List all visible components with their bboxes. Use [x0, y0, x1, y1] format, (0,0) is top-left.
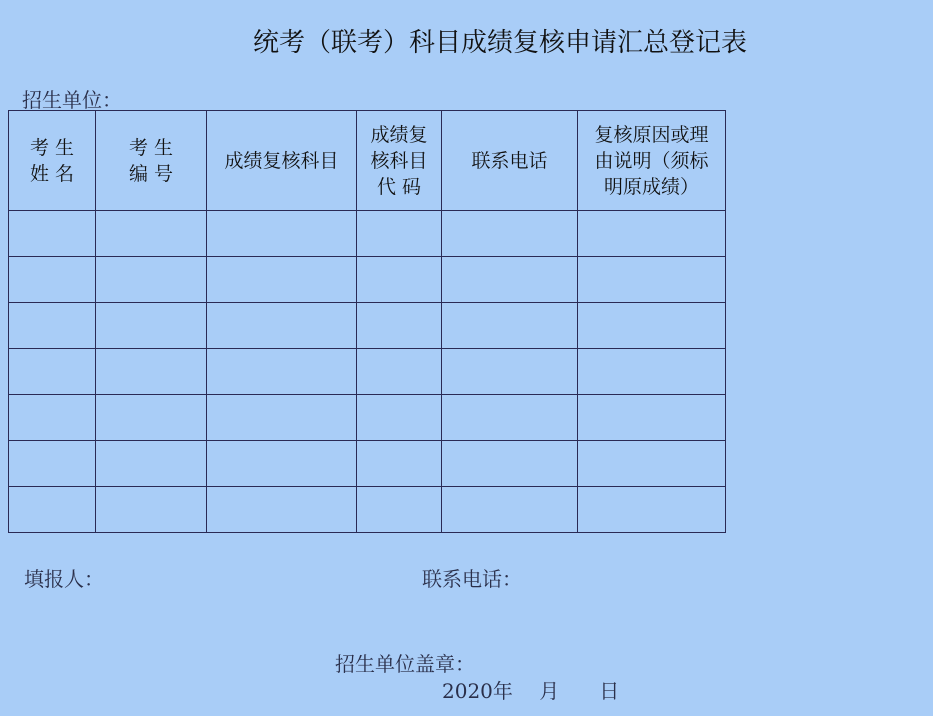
- cell-number[interactable]: [96, 395, 207, 441]
- table-row: [9, 257, 726, 303]
- cell-phone[interactable]: [442, 257, 578, 303]
- header-subject-code-line-1: 成绩复: [370, 123, 428, 146]
- cell-number[interactable]: [96, 349, 207, 395]
- header-review-reason-line-2: 由说明（须标: [594, 149, 709, 172]
- cell-subject[interactable]: [207, 211, 357, 257]
- cell-reason[interactable]: [578, 303, 726, 349]
- cell-subject[interactable]: [207, 487, 357, 533]
- cell-name[interactable]: [9, 441, 96, 487]
- cell-subject[interactable]: [207, 303, 357, 349]
- table-row: [9, 487, 726, 533]
- cell-subject[interactable]: [207, 441, 357, 487]
- cell-code[interactable]: [357, 257, 442, 303]
- header-candidate-number: [96, 111, 207, 211]
- table-row: [9, 395, 726, 441]
- cell-code[interactable]: [357, 303, 442, 349]
- form-title: 统考（联考）科目成绩复核申请汇总登记表: [252, 28, 747, 58]
- unit-seal-label: 招生单位盖章：: [335, 652, 475, 676]
- header-subject-code: [357, 111, 442, 211]
- cell-phone[interactable]: [442, 441, 578, 487]
- header-candidate-number-line-1: 考 生: [128, 136, 174, 159]
- cell-phone[interactable]: [442, 211, 578, 257]
- cell-subject[interactable]: [207, 395, 357, 441]
- cell-phone[interactable]: [442, 303, 578, 349]
- table-header-row: [9, 111, 726, 211]
- cell-name[interactable]: [9, 395, 96, 441]
- date-line: 2020年 月 日: [442, 679, 620, 703]
- table-row: [9, 349, 726, 395]
- cell-code[interactable]: [357, 211, 442, 257]
- cell-number[interactable]: [96, 257, 207, 303]
- header-candidate-number-line-2: 编 号: [128, 162, 174, 185]
- table-row: [9, 303, 726, 349]
- header-subject-code-line-3: 代 码: [376, 175, 422, 198]
- cell-phone[interactable]: [442, 395, 578, 441]
- cell-code[interactable]: [357, 487, 442, 533]
- contact-phone-label: 联系电话：: [422, 567, 522, 591]
- cell-name[interactable]: [9, 257, 96, 303]
- header-review-reason: [578, 111, 726, 211]
- header-subject-code-line-2: 核科目: [370, 149, 428, 172]
- cell-name[interactable]: [9, 303, 96, 349]
- header-review-subject: [207, 111, 357, 211]
- cell-number[interactable]: [96, 211, 207, 257]
- cell-number[interactable]: [96, 303, 207, 349]
- table-row: [9, 211, 726, 257]
- header-contact-phone-line-1: 联系电话: [471, 149, 548, 172]
- review-application-table: [8, 110, 726, 533]
- cell-reason[interactable]: [578, 349, 726, 395]
- table-row: [9, 441, 726, 487]
- header-review-reason-line-1: 复核原因或理: [594, 123, 709, 146]
- cell-phone[interactable]: [442, 349, 578, 395]
- cell-name[interactable]: [9, 487, 96, 533]
- cell-phone[interactable]: [442, 487, 578, 533]
- cell-number[interactable]: [96, 487, 207, 533]
- cell-subject[interactable]: [207, 349, 357, 395]
- cell-code[interactable]: [357, 349, 442, 395]
- cell-reason[interactable]: [578, 395, 726, 441]
- table-body: [9, 211, 726, 533]
- header-candidate-name-line-2: 姓 名: [29, 162, 75, 185]
- header-candidate-name-line-1: 考 生: [29, 136, 75, 159]
- cell-name[interactable]: [9, 349, 96, 395]
- header-review-subject-line-1: 成绩复核科目: [224, 149, 339, 172]
- cell-code[interactable]: [357, 441, 442, 487]
- cell-name[interactable]: [9, 211, 96, 257]
- cell-code[interactable]: [357, 395, 442, 441]
- cell-reason[interactable]: [578, 211, 726, 257]
- header-candidate-name: [9, 111, 96, 211]
- cell-number[interactable]: [96, 441, 207, 487]
- filler-label: 填报人：: [24, 567, 104, 591]
- admission-unit-label: 招生单位：: [22, 88, 122, 112]
- cell-reason[interactable]: [578, 257, 726, 303]
- header-contact-phone: [442, 111, 578, 211]
- cell-reason[interactable]: [578, 441, 726, 487]
- cell-subject[interactable]: [207, 257, 357, 303]
- header-review-reason-line-3: 明原成绩）: [603, 175, 699, 198]
- cell-reason[interactable]: [578, 487, 726, 533]
